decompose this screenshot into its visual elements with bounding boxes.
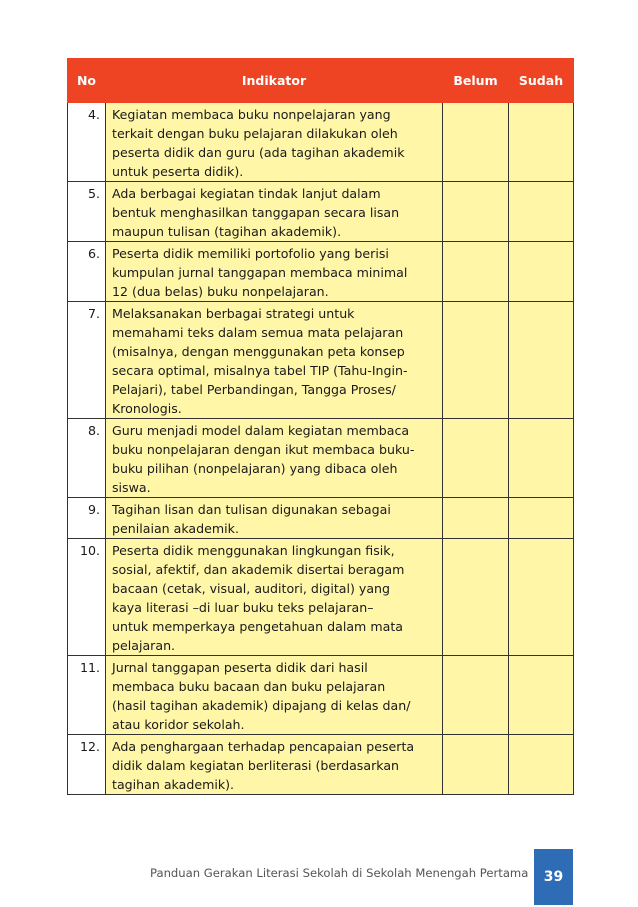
indicator-line: Peserta didik menggunakan lingkungan fisik, <box>112 543 395 558</box>
indicator-line: membaca buku bacaan dan buku pelajaran <box>112 679 386 694</box>
indicator-line: didik dalam kegiatan berliterasi (berdasarkan <box>112 758 400 773</box>
sudah-checkbox-cell[interactable] <box>509 498 574 539</box>
row-number: 10. <box>68 539 106 656</box>
table-row <box>68 242 574 302</box>
indicator-cell <box>106 735 443 795</box>
row-number: 8. <box>68 419 106 498</box>
table-row <box>68 498 574 539</box>
indicator-line: Ada berbagai kegiatan tindak lanjut dalam <box>112 186 381 201</box>
table-row <box>68 182 574 242</box>
indicator-cell <box>106 103 443 182</box>
indicator-line: Tagihan lisan dan tulisan digunakan sebagai <box>112 502 391 517</box>
indicator-line: Pelajari), tabel Perbandingan, Tangga Proses/ <box>112 382 396 397</box>
belum-checkbox-cell[interactable] <box>443 656 509 735</box>
indicator-line: penilaian akademik. <box>112 521 239 536</box>
sudah-checkbox-cell[interactable] <box>509 419 574 498</box>
indicator-line: Guru menjadi model dalam kegiatan membaca <box>112 423 410 438</box>
indicator-line: tagihan akademik). <box>112 777 235 792</box>
row-number: 5. <box>68 182 106 242</box>
indicator-cell <box>106 498 443 539</box>
sudah-checkbox-cell[interactable] <box>509 735 574 795</box>
row-number: 6. <box>68 242 106 302</box>
indicator-cell <box>106 242 443 302</box>
sudah-checkbox-cell[interactable] <box>509 103 574 182</box>
indicator-line: kaya literasi –di luar buku teks pelajaran– <box>112 600 374 615</box>
table-row <box>68 735 574 795</box>
row-number: 7. <box>68 302 106 419</box>
page-number: 39 <box>543 869 564 885</box>
sudah-checkbox-cell[interactable] <box>509 539 574 656</box>
indicator-line: pelajaran. <box>112 638 176 653</box>
indicator-line: kumpulan jurnal tanggapan membaca minimal <box>112 265 408 280</box>
indicator-line: peserta didik dan guru (ada tagihan akademik <box>112 145 405 160</box>
table-row <box>68 302 574 419</box>
belum-checkbox-cell[interactable] <box>443 242 509 302</box>
indicator-line: (misalnya, dengan menggunakan peta konsep <box>112 344 405 359</box>
page-number-badge <box>534 849 573 905</box>
belum-checkbox-cell[interactable] <box>443 735 509 795</box>
header-sudah: Sudah <box>509 59 574 103</box>
indicator-cell <box>106 419 443 498</box>
indicator-line: siswa. <box>112 480 151 495</box>
sudah-checkbox-cell[interactable] <box>509 182 574 242</box>
indicator-line: maupun tulisan (tagihan akademik). <box>112 224 342 239</box>
indicator-line: untuk peserta didik). <box>112 164 244 179</box>
indicator-line: Ada penghargaan terhadap pencapaian peserta <box>112 739 415 754</box>
indicator-cell <box>106 182 443 242</box>
header-no: No <box>68 59 106 103</box>
indicator-line: untuk memperkaya pengetahuan dalam mata <box>112 619 403 634</box>
sudah-checkbox-cell[interactable] <box>509 656 574 735</box>
indicator-line: (hasil tagihan akademik) dipajang di kelas dan/ <box>112 698 411 713</box>
header-belum: Belum <box>443 59 509 103</box>
table-row <box>68 656 574 735</box>
footer-title: Panduan Gerakan Literasi Sekolah di Sekolah Menengah Pertama <box>150 866 529 880</box>
indicator-line: bacaan (cetak, visual, auditori, digital) yang <box>112 581 391 596</box>
checklist-table <box>67 58 574 795</box>
indicator-line: buku nonpelajaran dengan ikut membaca buku- <box>112 442 415 457</box>
sudah-checkbox-cell[interactable] <box>509 302 574 419</box>
table-row <box>68 103 574 182</box>
indicator-line: Kegiatan membaca buku nonpelajaran yang <box>112 107 391 122</box>
belum-checkbox-cell[interactable] <box>443 498 509 539</box>
indicator-cell <box>106 302 443 419</box>
checklist-table-container <box>67 58 573 795</box>
indicator-cell <box>106 539 443 656</box>
table-header-row <box>68 59 574 103</box>
belum-checkbox-cell[interactable] <box>443 182 509 242</box>
table-row <box>68 419 574 498</box>
row-number: 4. <box>68 103 106 182</box>
indicator-line: atau koridor sekolah. <box>112 717 245 732</box>
indicator-cell <box>106 656 443 735</box>
row-number: 9. <box>68 498 106 539</box>
indicator-line: 12 (dua belas) buku nonpelajaran. <box>112 284 329 299</box>
indicator-line: Jurnal tanggapan peserta didik dari hasil <box>112 660 368 675</box>
indicator-line: secara optimal, misalnya tabel TIP (Tahu-Ingin- <box>112 363 408 378</box>
row-number: 11. <box>68 656 106 735</box>
indicator-line: bentuk menghasilkan tanggapan secara lisan <box>112 205 400 220</box>
table-row <box>68 539 574 656</box>
belum-checkbox-cell[interactable] <box>443 302 509 419</box>
indicator-line: Peserta didik memiliki portofolio yang berisi <box>112 246 389 261</box>
row-number: 12. <box>68 735 106 795</box>
indicator-line: sosial, afektif, dan akademik disertai beragam <box>112 562 405 577</box>
indicator-line: terkait dengan buku pelajaran dilakukan oleh <box>112 126 398 141</box>
indicator-line: buku pilihan (nonpelajaran) yang dibaca oleh <box>112 461 398 476</box>
belum-checkbox-cell[interactable] <box>443 103 509 182</box>
header-indicator: Indikator <box>106 59 443 103</box>
belum-checkbox-cell[interactable] <box>443 419 509 498</box>
belum-checkbox-cell[interactable] <box>443 539 509 656</box>
indicator-line: Kronologis. <box>112 401 182 416</box>
indicator-line: Melaksanakan berbagai strategi untuk <box>112 306 355 321</box>
sudah-checkbox-cell[interactable] <box>509 242 574 302</box>
indicator-line: memahami teks dalam semua mata pelajaran <box>112 325 404 340</box>
